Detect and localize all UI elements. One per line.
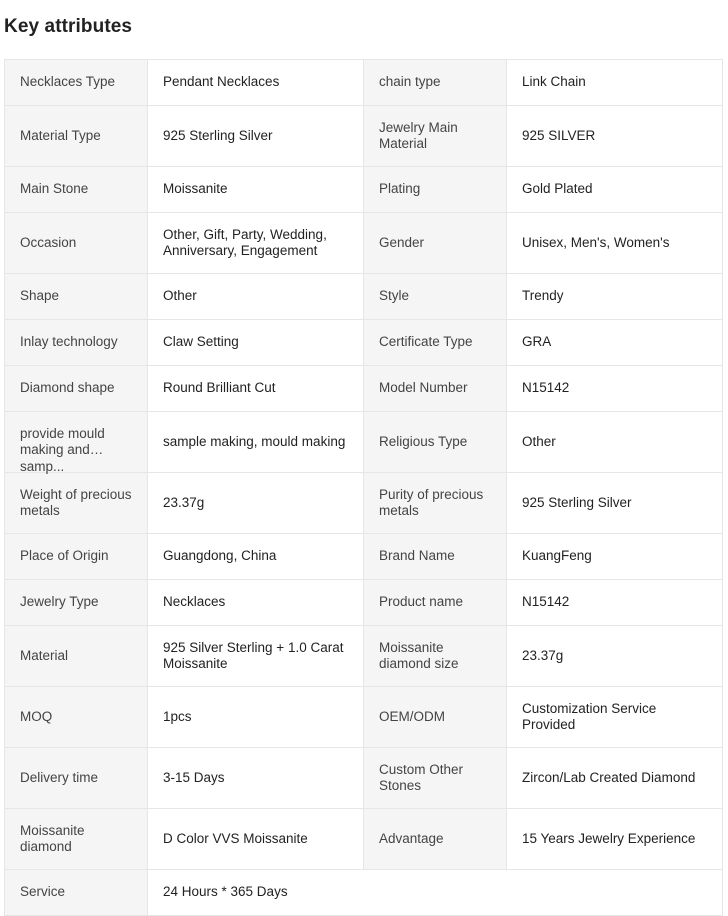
- attribute-label: MOQ: [5, 687, 148, 748]
- attribute-label: Delivery time: [5, 748, 148, 809]
- table-row: [5, 274, 723, 320]
- attribute-value: Link Chain: [507, 60, 723, 106]
- attribute-value: 925 Sterling Silver: [148, 106, 364, 167]
- attribute-value: 1pcs: [148, 687, 364, 748]
- attribute-label: Custom Other Stones: [364, 748, 507, 809]
- attribute-value: 15 Years Jewelry Experience: [507, 809, 723, 870]
- attribute-label: chain type: [364, 60, 507, 106]
- attribute-value: Round Brilliant Cut: [148, 366, 364, 412]
- attribute-value: Zircon/Lab Created Diamond: [507, 748, 723, 809]
- attribute-value: 23.37g: [507, 626, 723, 687]
- attribute-label: Place of Origin: [5, 534, 148, 580]
- attribute-label: Gender: [364, 213, 507, 274]
- attribute-value: Claw Setting: [148, 320, 364, 366]
- table-row: [5, 106, 723, 167]
- attribute-label: Certificate Type: [364, 320, 507, 366]
- attribute-label: Necklaces Type: [5, 60, 148, 106]
- attribute-label: Diamond shape: [5, 366, 148, 412]
- attribute-label: OEM/ODM: [364, 687, 507, 748]
- attribute-value: 925 SILVER: [507, 106, 723, 167]
- table-row: [5, 534, 723, 580]
- table-row: [5, 366, 723, 412]
- key-attributes-table: [4, 59, 723, 916]
- table-row: [5, 870, 723, 916]
- attribute-value: Customization Service Provided: [507, 687, 723, 748]
- attribute-value: Other, Gift, Party, Wedding, Anniversary, Engagement: [148, 213, 364, 274]
- attribute-label: Plating: [364, 167, 507, 213]
- table-row: [5, 213, 723, 274]
- attribute-label: Style: [364, 274, 507, 320]
- attribute-label: Service: [5, 870, 148, 916]
- attribute-label: Inlay technology: [5, 320, 148, 366]
- attribute-value: Unisex, Men's, Women's: [507, 213, 723, 274]
- attribute-value: Pendant Necklaces: [148, 60, 364, 106]
- attribute-label: Weight of precious metals: [5, 473, 148, 534]
- attribute-value: 3-15 Days: [148, 748, 364, 809]
- table-row: [5, 60, 723, 106]
- attribute-value: 24 Hours * 365 Days: [148, 870, 723, 916]
- attribute-value: 925 Silver Sterling + 1.0 Carat Moissanite: [148, 626, 364, 687]
- attribute-label: Religious Type: [364, 412, 507, 473]
- attribute-value: Trendy: [507, 274, 723, 320]
- table-row: [5, 412, 723, 473]
- attribute-value: 925 Sterling Silver: [507, 473, 723, 534]
- attribute-value: N15142: [507, 366, 723, 412]
- attribute-label: Moissanite diamond size: [364, 626, 507, 687]
- table-row: [5, 626, 723, 687]
- table-row: [5, 167, 723, 213]
- table-row: [5, 809, 723, 870]
- table-row: [5, 473, 723, 534]
- attribute-label: Moissanite diamond: [5, 809, 148, 870]
- attribute-value: 23.37g: [148, 473, 364, 534]
- attribute-value: Necklaces: [148, 580, 364, 626]
- table-row: [5, 748, 723, 809]
- attribute-label: [5, 412, 148, 473]
- attribute-value: Other: [148, 274, 364, 320]
- attribute-label: Purity of precious metals: [364, 473, 507, 534]
- attribute-value: Other: [507, 412, 723, 473]
- key-attributes-table-container: [4, 59, 722, 916]
- attribute-label: Material: [5, 626, 148, 687]
- section-title: Key attributes: [4, 16, 133, 37]
- attribute-value: Guangdong, China: [148, 534, 364, 580]
- attribute-label: Jewelry Type: [5, 580, 148, 626]
- attribute-value: Moissanite: [148, 167, 364, 213]
- attribute-value: sample making, mould making: [148, 412, 364, 473]
- attribute-label: Jewelry Main Material: [364, 106, 507, 167]
- attribute-label: Occasion: [5, 213, 148, 274]
- attribute-value: KuangFeng: [507, 534, 723, 580]
- attribute-label-text: provide mould making and samp...: [20, 425, 105, 474]
- attribute-label: Material Type: [5, 106, 148, 167]
- table-row: [5, 687, 723, 748]
- attribute-value: Gold Plated: [507, 167, 723, 213]
- table-row: [5, 580, 723, 626]
- attribute-label: Model Number: [364, 366, 507, 412]
- attribute-label: Product name: [364, 580, 507, 626]
- attribute-label: Brand Name: [364, 534, 507, 580]
- attribute-value: N15142: [507, 580, 723, 626]
- attribute-label: Shape: [5, 274, 148, 320]
- attribute-label: Advantage: [364, 809, 507, 870]
- attribute-value: D Color VVS Moissanite: [148, 809, 364, 870]
- attribute-label: Main Stone: [5, 167, 148, 213]
- table-row: [5, 320, 723, 366]
- attribute-value: GRA: [507, 320, 723, 366]
